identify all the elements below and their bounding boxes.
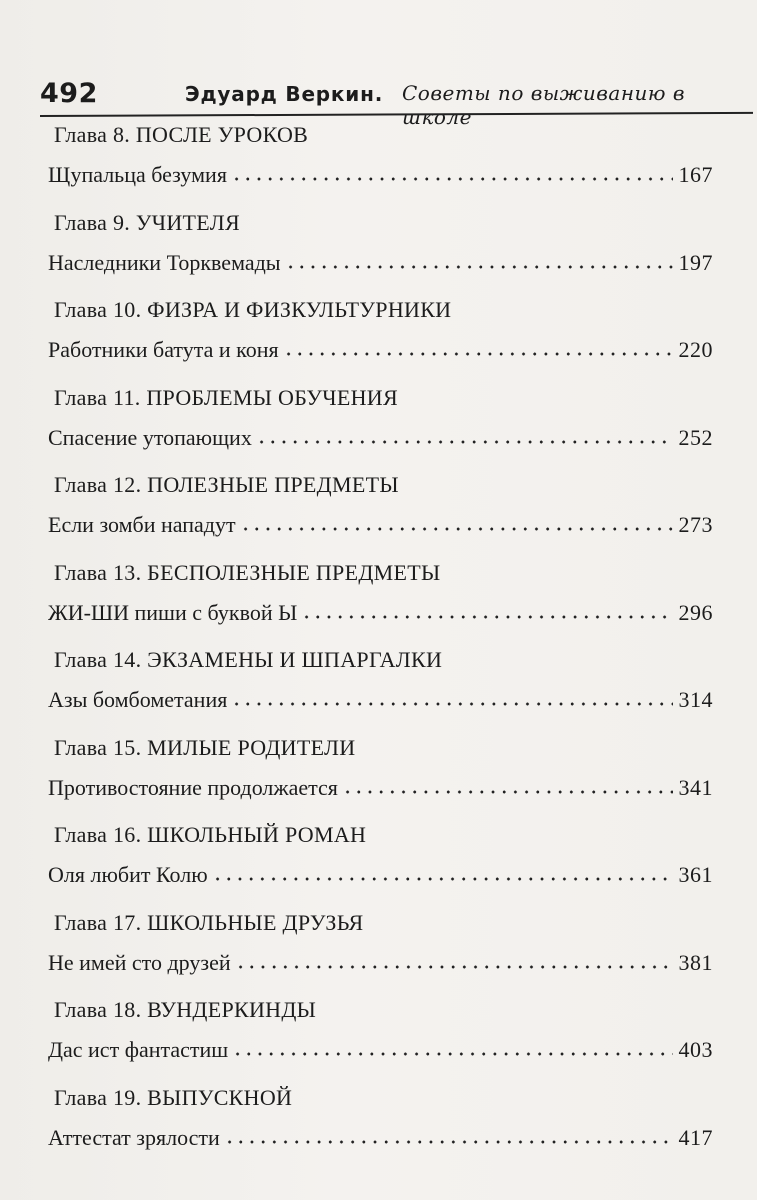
toc-chapter (48, 297, 713, 385)
toc-entry (48, 946, 713, 976)
chapter-title: Глава 8. ПОСЛЕ УРОКОВ (54, 122, 309, 147)
toc-chapter (48, 210, 713, 298)
entry-page-number: 273 (678, 512, 713, 537)
entry-title: Оля любит Колю (48, 862, 208, 887)
chapter-title: Глава 17. ШКОЛЬНЫЕ ДРУЗЬЯ (54, 909, 364, 935)
entry-title: ЖИ-ШИ пиши с буквой Ы (48, 599, 298, 625)
dot-leader (235, 964, 673, 970)
entry-page-number: 417 (678, 1124, 713, 1150)
toc-chapter (48, 910, 713, 998)
toc-chapter (48, 647, 713, 735)
entry-page-number: 167 (678, 162, 713, 187)
dot-leader (283, 351, 673, 357)
entry-title: Противостояние продолжается (48, 774, 338, 800)
dot-leader (231, 176, 673, 182)
entry-page-number: 381 (678, 949, 713, 975)
chapter-title: Глава 9. УЧИТЕЛЯ (54, 209, 240, 235)
chapter-title: Глава 13. БЕСПОЛЕЗНЫЕ ПРЕДМЕТЫ (54, 559, 441, 585)
entry-page-number: 252 (678, 424, 713, 450)
entry-page-number: 361 (678, 862, 713, 887)
toc-entry (48, 158, 713, 188)
toc-entry (48, 333, 713, 363)
chapter-title: Глава 14. ЭКЗАМЕНЫ И ШПАРГАЛКИ (54, 647, 443, 672)
dot-leader (342, 789, 673, 795)
entry-title: Наследники Торквемады (48, 249, 281, 275)
dot-leader (301, 614, 672, 620)
dot-leader (232, 1051, 672, 1057)
entry-page-number: 296 (678, 599, 713, 625)
entry-page-number: 314 (678, 687, 713, 712)
toc-chapter (48, 122, 713, 210)
page-number: 492 (40, 78, 98, 109)
entry-page-number: 403 (678, 1037, 713, 1062)
toc-chapter (48, 472, 713, 560)
toc-chapter (48, 385, 713, 473)
toc-entry (48, 683, 713, 713)
entry-title: Щупальца безумия (48, 162, 227, 187)
dot-leader (285, 264, 673, 270)
entry-title: Аттестат зрялости (48, 1124, 220, 1150)
chapter-title: Глава 11. ПРОБЛЕМЫ ОБУЧЕНИЯ (54, 384, 398, 410)
book-title: Советы по выживанию в школе (402, 81, 685, 129)
toc-entry (48, 1033, 713, 1063)
entry-title: Работники батута и коня (48, 337, 279, 362)
toc-entry (48, 1121, 713, 1151)
chapter-title: Глава 15. МИЛЫЕ РОДИТЕЛИ (54, 734, 356, 760)
toc-chapter (48, 822, 713, 910)
toc-entry (48, 771, 713, 801)
dot-leader (240, 526, 673, 532)
table-of-contents (48, 122, 713, 1172)
entry-title: Спасение утопающих (48, 424, 252, 450)
chapter-title: Глава 18. ВУНДЕРКИНДЫ (54, 997, 317, 1022)
toc-chapter (48, 997, 713, 1085)
author-name: Эдуард Веркин. (185, 82, 384, 106)
dot-leader (212, 876, 673, 882)
toc-chapter (48, 1085, 713, 1173)
dot-leader (256, 439, 673, 445)
chapter-title: Глава 12. ПОЛЕЗНЫЕ ПРЕДМЕТЫ (54, 472, 399, 497)
entry-title: Дас ист фантастиш (48, 1037, 229, 1062)
entry-page-number: 197 (678, 249, 713, 275)
toc-entry (48, 596, 713, 626)
toc-entry (48, 508, 713, 538)
toc-entry (48, 246, 713, 276)
entry-title: Не имей сто друзей (48, 949, 231, 975)
dot-leader (224, 1139, 673, 1145)
entry-title: Если зомби нападут (48, 512, 236, 537)
toc-chapter (48, 560, 713, 648)
dot-leader (231, 701, 672, 707)
toc-entry (48, 858, 713, 888)
toc-chapter (48, 735, 713, 823)
chapter-title: Глава 10. ФИЗРА И ФИЗКУЛЬТУРНИКИ (54, 297, 452, 322)
chapter-title: Глава 19. ВЫПУСКНОЙ (54, 1084, 293, 1110)
chapter-title: Глава 16. ШКОЛЬНЫЙ РОМАН (54, 822, 367, 847)
entry-page-number: 220 (678, 337, 713, 362)
toc-entry (48, 421, 713, 451)
entry-page-number: 341 (678, 774, 713, 800)
entry-title: Азы бомбометания (48, 687, 228, 712)
